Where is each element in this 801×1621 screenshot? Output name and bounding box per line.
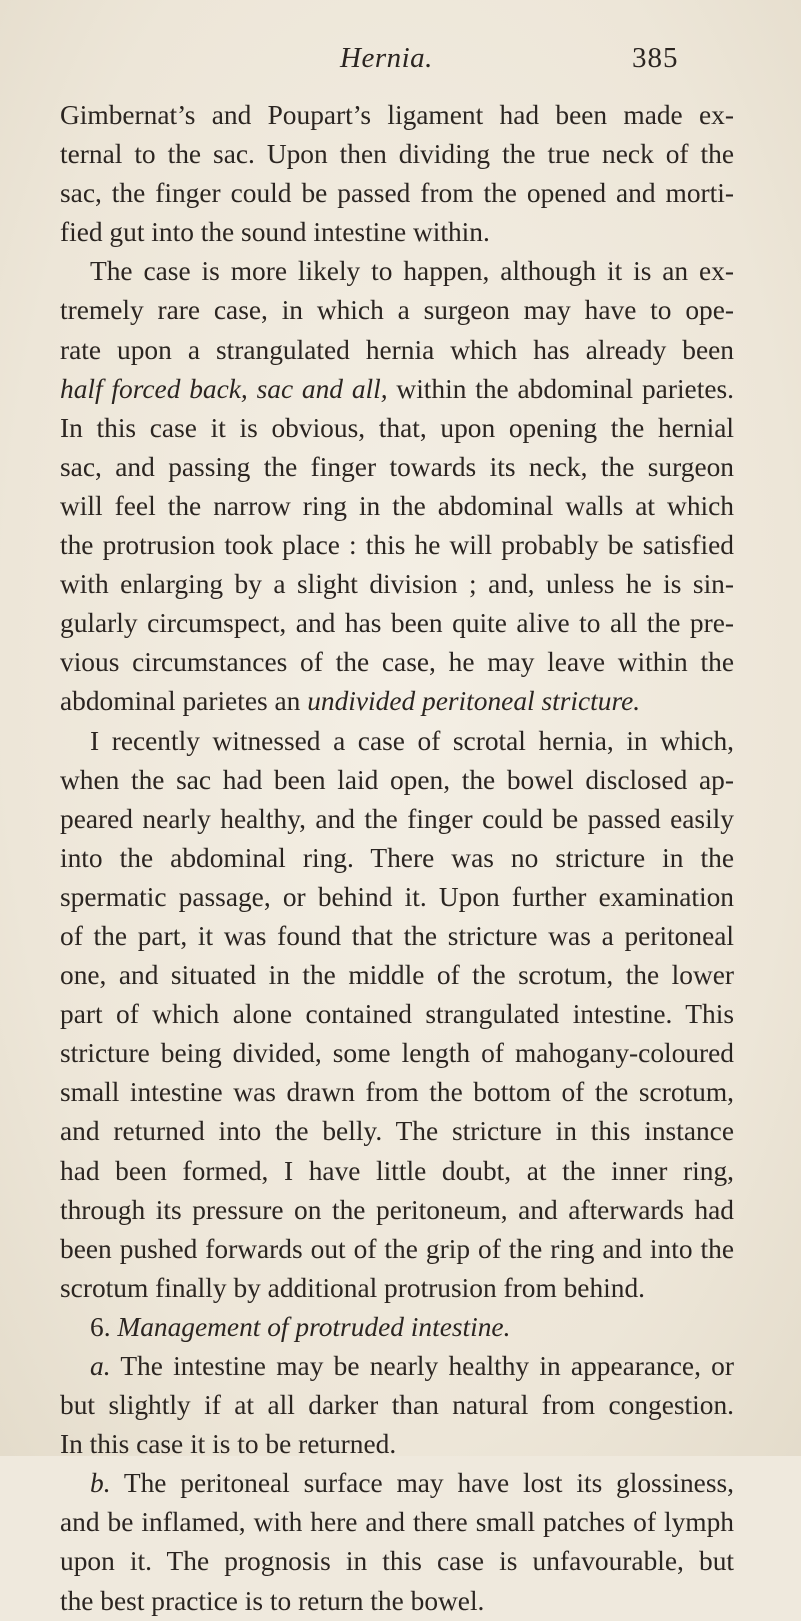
- text-run: In this case it is obvious, that, upon opening the hernial: [60, 412, 734, 443]
- text-line: [60, 252, 734, 291]
- text-line: [60, 96, 734, 135]
- text-run: small intestine was drawn from the bottom of the scrotum,: [60, 1077, 734, 1108]
- text-run: stricture being divided, some length of mahogany-coloured: [60, 1038, 734, 1069]
- text-line: [60, 174, 734, 213]
- text-line: [60, 643, 734, 682]
- text-run: The case is more likely to happen, although it is an ex-: [90, 256, 734, 287]
- text-run: but slightly if at all darker than natural from congestion.: [60, 1390, 734, 1421]
- text-line: [60, 878, 734, 917]
- text-line: [60, 1073, 734, 1112]
- text-line: [60, 370, 734, 409]
- text-run: will feel the narrow ring in the abdominal walls at which: [60, 490, 734, 521]
- text-line: [60, 995, 734, 1034]
- text-run: peared nearly healthy, and the finger could be passed easily: [60, 803, 734, 834]
- text-line: [60, 487, 734, 526]
- text-run: through its pressure on the peritoneum, and afterwards had: [60, 1194, 734, 1225]
- text-line: [60, 291, 734, 330]
- text-line: [60, 1191, 734, 1230]
- text-line: [60, 1347, 734, 1386]
- text-line: [60, 1542, 734, 1581]
- text-run: spermatic passage, or behind it. Upon further examination: [60, 881, 734, 912]
- text-run: In this case it is to be returned.: [60, 1429, 397, 1460]
- text-run: the protrusion took place : this he will probably be satisfied: [60, 530, 734, 561]
- text-line: [60, 526, 734, 565]
- text-line: [60, 682, 734, 721]
- text-run: scrotum finally by additional protrusion from behind.: [60, 1272, 645, 1303]
- text-run: and returned into the belly. The stricture in this instance: [60, 1116, 734, 1147]
- text-line: [60, 213, 734, 252]
- italic-text: a.: [90, 1351, 111, 1381]
- text-run: upon it. The prognosis in this case is unfavourable, but: [60, 1546, 734, 1577]
- text-run: rate upon a strangulated hernia which has already been: [60, 334, 734, 365]
- text-line: [60, 800, 734, 839]
- text-line: [60, 1152, 734, 1191]
- page-number: 385: [632, 42, 679, 74]
- text-line: [60, 1112, 734, 1151]
- text-run: Gimbernat’s and Poupart’s ligament had been made ex-: [60, 100, 734, 130]
- italic-text: undivided peritoneal stricture.: [307, 686, 641, 717]
- body-text: [60, 96, 734, 1621]
- text-line: [60, 565, 734, 604]
- text-run: I recently witnessed a case of scrotal hernia, in which,: [90, 725, 734, 756]
- text-line: [60, 1269, 734, 1308]
- text-line: [60, 722, 734, 761]
- text-run: ternal to the sac. Upon then dividing the true neck of the: [60, 139, 734, 170]
- text-run: fied gut into the sound intestine within.: [60, 217, 490, 248]
- text-line: [60, 448, 734, 487]
- text-line: [60, 604, 734, 643]
- running-title: Hernia.: [340, 42, 433, 74]
- text-run: the best practice is to return the bowel.: [60, 1585, 485, 1616]
- text-run: The intestine may be nearly healthy in appearance, or: [110, 1351, 734, 1381]
- text-line: [60, 1386, 734, 1425]
- text-line: [60, 839, 734, 878]
- text-run: of the part, it was found that the stricture was a peritoneal: [60, 920, 734, 951]
- text-line: [60, 1230, 734, 1269]
- text-run: within the abdominal parietes.: [387, 373, 734, 404]
- text-run: with enlarging by a slight division ; and, unless he is sin-: [60, 569, 734, 600]
- text-line: [60, 1308, 734, 1347]
- text-line: [60, 1503, 734, 1542]
- text-line: [60, 1425, 734, 1464]
- text-line: [60, 331, 734, 370]
- text-run: into the abdominal ring. There was no stricture in the: [60, 842, 734, 873]
- italic-text: half forced back, sac and all,: [60, 373, 388, 404]
- text-line: [60, 917, 734, 956]
- text-run: sac, the finger could be passed from the opened and morti-: [60, 178, 734, 209]
- text-run: The peritoneal surface may have lost its glossiness,: [110, 1468, 734, 1499]
- running-header: [0, 42, 801, 82]
- italic-text: b.: [90, 1468, 111, 1499]
- text-line: [60, 135, 734, 174]
- text-line: [60, 761, 734, 800]
- text-run: when the sac had been laid open, the bowel disclosed ap-: [60, 764, 734, 795]
- text-line: [60, 1034, 734, 1073]
- text-run: gularly circumspect, and has been quite alive to all the pre-: [60, 608, 734, 639]
- text-run: vious circumstances of the case, he may leave within the: [60, 647, 734, 678]
- text-line: [60, 409, 734, 448]
- text-run: part of which alone contained strangulated intestine. This: [60, 999, 734, 1030]
- text-run: one, and situated in the middle of the scrotum, the lower: [60, 960, 734, 991]
- text-run: sac, and passing the finger towards its neck, the surgeon: [60, 451, 734, 482]
- text-run: and be inflamed, with here and there small patches of lymph: [60, 1507, 734, 1538]
- text-line: [60, 956, 734, 995]
- text-run: had been formed, I have little doubt, at the inner ring,: [60, 1155, 734, 1186]
- text-run: been pushed forwards out of the grip of the ring and into the: [60, 1233, 734, 1264]
- text-line: [60, 1582, 734, 1621]
- italic-text: Management of protruded intestine.: [117, 1311, 511, 1342]
- text-run: abdominal parietes an: [60, 686, 308, 717]
- text-run: 6.: [90, 1311, 118, 1342]
- text-run: tremely rare case, in which a surgeon may have to ope-: [60, 295, 734, 326]
- text-line: [60, 1464, 734, 1503]
